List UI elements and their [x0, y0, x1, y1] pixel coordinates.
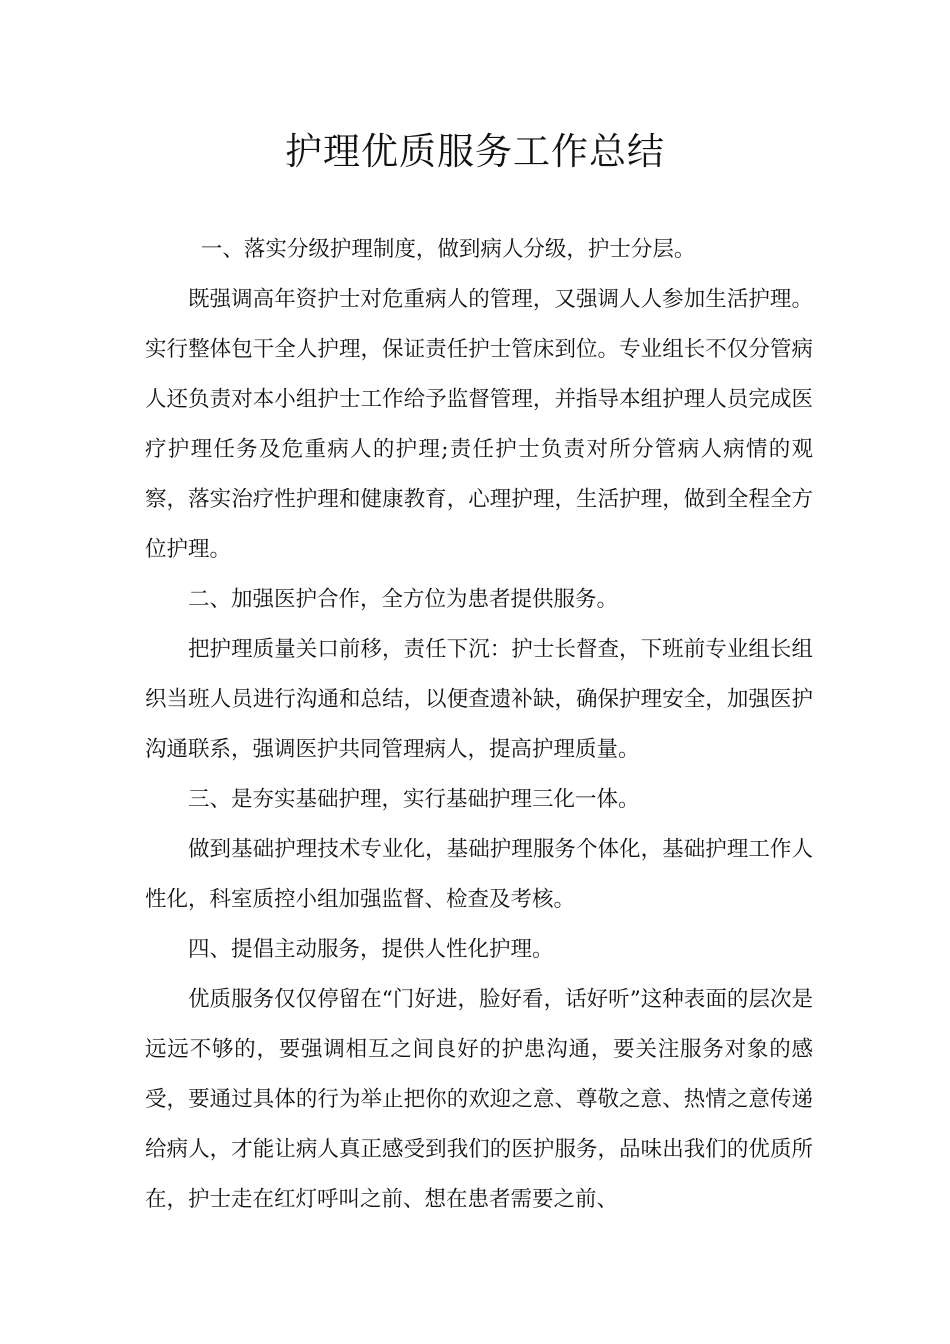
section-body-3: 做到基础护理技术专业化，基础护理服务个体化，基础护理工作人性化，科室质控小组加强监督、检查及考核。 [145, 837, 813, 912]
section-body-4: 优质服务仅仅停留在“门好进，脸好看，话好听”这种表面的层次是远远不够的，要强调相互之间良好的护患沟通，要关注服务对象的感受，要通过具体的行为举止把你的欢迎之意、尊敬之意、热情之意传递给病人，才能让病人真正感受到我们的医护服务，品味出我们的优质所在，护士走在红灯呼叫之前、想在患者需要之前、 [145, 987, 813, 1212]
section-body-2: 把护理质量关口前移，责任下沉：护士长督查，下班前专业组长组织当班人员进行沟通和总结，以便查遗补缺，确保护理安全，加强医护沟通联系，强调医护共同管理病人，提高护理质量。 [145, 637, 813, 762]
section-heading-2: 二、加强医护合作，全方位为患者提供服务。 [188, 587, 619, 612]
section-heading-4: 四、提倡主动服务，提供人性化护理。 [188, 937, 554, 962]
document-body [145, 225, 813, 1225]
section-body-1: 既强调高年资护士对危重病人的管理，又强调人人参加生活护理。实行整体包干全人护理，保证责任护士管床到位。专业组长不仅分管病人还负责对本小组护士工作给予监督管理，并指导本组护理人员完成医疗护理任务及危重病人的护理;责任护士负责对所分管病人病情的观察，落实治疗性护理和健康教育，心理护理，生活护理，做到全程全方位护理。 [145, 287, 813, 562]
document-title: 护理优质服务工作总结 [285, 130, 665, 173]
section-heading-1: 一、落实分级护理制度，做到病人分级，护士分层。 [200, 237, 696, 262]
section-heading-3: 三、是夯实基础护理，实行基础护理三化一体。 [188, 787, 640, 812]
